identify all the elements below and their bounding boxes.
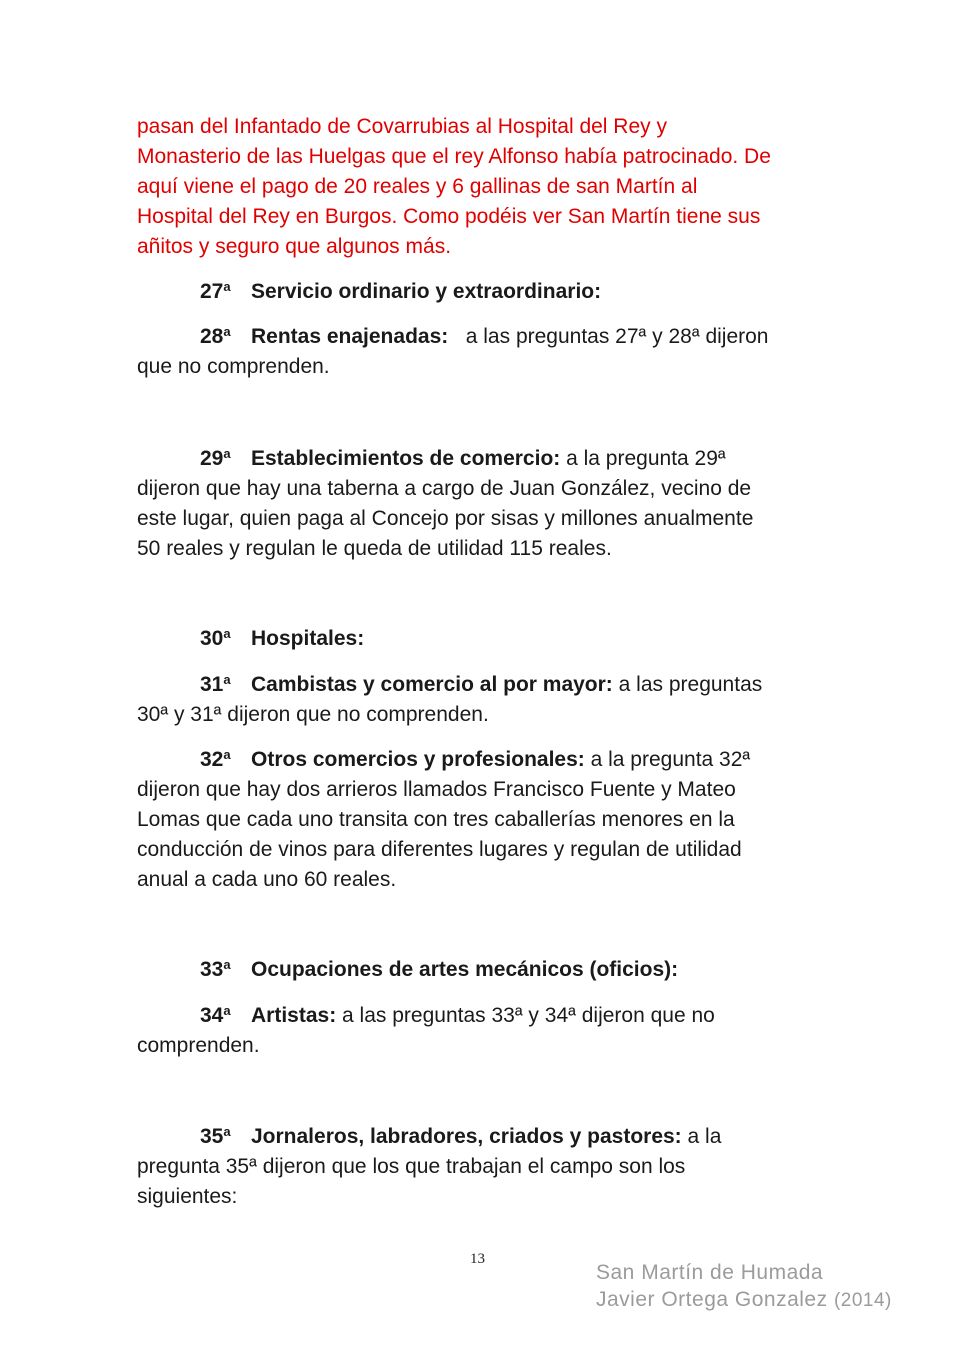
item-text: a las preguntas xyxy=(612,673,763,696)
item-text: a las preguntas 27ª y 28ª dijeron xyxy=(448,325,769,348)
item-27 xyxy=(137,277,827,307)
item-text: Lomas que cada uno transita con tres caballerías menores en la xyxy=(137,808,735,831)
watermark-title: San Martín de Humada xyxy=(596,1261,824,1284)
item-34 xyxy=(137,1001,827,1061)
item-text: a las preguntas 33ª y 34ª dijeron que no xyxy=(336,1004,715,1027)
intro-line: Hospital del Rey en Burgos. Como podéis ver San Martín tiene sus xyxy=(137,205,761,228)
item-number: 29$^a$ xyxy=(200,446,231,470)
item-text: pregunta 35ª dijeron que los que trabajan el campo son los xyxy=(137,1155,686,1178)
intro-line: Monasterio de las Huelgas que el rey Alfonso había patrocinado. De xyxy=(137,145,771,168)
item-text: 30ª y 31ª dijeron que no comprenden. xyxy=(137,703,489,726)
item-number: 33$^a$ xyxy=(200,957,231,981)
intro-line: pasan del Infantado de Covarrubias al Hospital del Rey y xyxy=(137,115,667,138)
item-32 xyxy=(137,745,827,895)
page-number: 13 xyxy=(470,1251,485,1267)
item-29 xyxy=(137,444,827,564)
item-title: Rentas enajenadas: xyxy=(251,325,449,348)
item-number: 30$^a$ xyxy=(200,626,231,650)
item-number: 27$^a$ xyxy=(200,279,231,303)
item-text: a la xyxy=(681,1125,722,1148)
item-number: 35$^a$ xyxy=(200,1124,231,1148)
item-title: Jornaleros, labradores, criados y pastores: xyxy=(251,1125,682,1148)
item-31 xyxy=(137,670,827,730)
item-number: 28$^a$ xyxy=(200,324,231,348)
item-number: 34$^a$ xyxy=(200,1003,231,1027)
item-text: dijeron que hay una taberna a cargo de Juan González, vecino de xyxy=(137,477,752,500)
item-text: 50 reales y regulan le queda de utilidad 115 reales. xyxy=(137,537,612,560)
item-title: Hospitales: xyxy=(251,627,365,650)
item-number: 31$^a$ xyxy=(200,672,231,696)
item-text: comprenden. xyxy=(137,1034,260,1057)
intro-line: aquí viene el pago de 20 reales y 6 gallinas de san Martín al xyxy=(137,175,698,198)
item-title: Artistas: xyxy=(251,1004,337,1027)
item-28 xyxy=(137,322,827,382)
item-33 xyxy=(137,955,827,985)
intro-line: añitos y seguro que algunos más. xyxy=(137,235,452,258)
watermark-author xyxy=(596,1288,892,1312)
watermark-year: (2014) xyxy=(833,1290,892,1311)
item-title: Servicio ordinario y extraordinario: xyxy=(251,280,602,303)
item-30 xyxy=(137,624,827,654)
item-text: este lugar, quien paga al Concejo por sisas y millones anualmente xyxy=(137,507,754,530)
item-title: Cambistas y comercio al por mayor: xyxy=(251,673,613,696)
item-number: 32$^a$ xyxy=(200,747,231,771)
intro-paragraph xyxy=(137,112,827,262)
item-text: anual a cada uno 60 reales. xyxy=(137,868,397,891)
item-title: Otros comercios y profesionales: xyxy=(251,748,585,771)
item-title: Ocupaciones de artes mecánicos (oficios): xyxy=(251,958,679,981)
item-text: conducción de vinos para diferentes lugares y regulan de utilidad xyxy=(137,838,742,861)
item-text: a la pregunta 29ª xyxy=(560,447,726,470)
item-text: que no comprenden. xyxy=(137,355,330,378)
item-text: siguientes: xyxy=(137,1185,238,1208)
item-35 xyxy=(137,1122,827,1212)
item-text: dijeron que hay dos arrieros llamados Francisco Fuente y Mateo xyxy=(137,778,736,801)
item-text: a la pregunta 32ª xyxy=(584,748,751,771)
item-title: Establecimientos de comercio: xyxy=(251,447,561,470)
watermark-author-name: Javier Ortega Gonzalez xyxy=(596,1288,828,1311)
